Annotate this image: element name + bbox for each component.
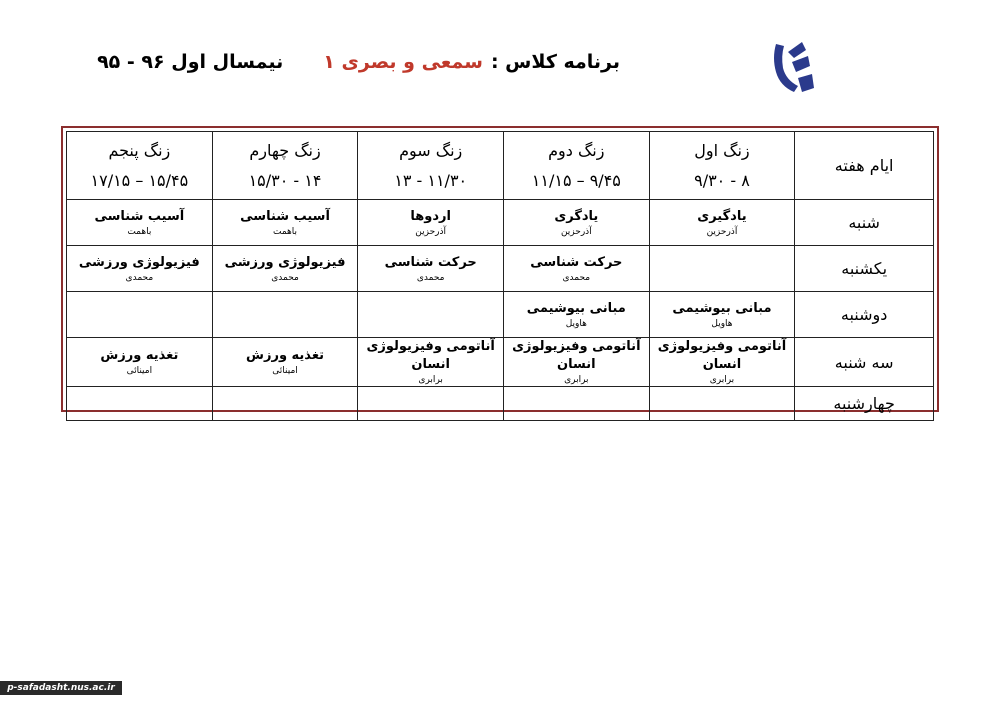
course-name: آسیب شناسی — [240, 208, 330, 224]
schedule-table — [66, 131, 934, 421]
days-header: ایام هفته — [795, 132, 934, 200]
schedule-cell — [358, 338, 504, 387]
teacher-name: محمدی — [416, 272, 445, 283]
schedule-cell — [212, 387, 358, 421]
course-name: تغذیه ورزش — [246, 348, 325, 363]
schedule-cell — [212, 292, 358, 338]
schedule-cell — [358, 292, 504, 338]
bell-1-header — [649, 132, 795, 200]
schedule-cell — [67, 200, 213, 246]
teacher-name: برابری — [564, 375, 589, 385]
schedule-cell — [67, 292, 213, 338]
header-title-prefix: برنامه کلاس : — [490, 51, 620, 73]
bell-name: زنگ سوم — [399, 140, 463, 160]
course-name: فیزیولوژی ورزشی — [78, 254, 200, 270]
teacher-name: باهمت — [127, 226, 152, 237]
schedule-cell — [212, 338, 358, 387]
teacher-name: برابری — [709, 375, 735, 385]
teacher-name: هاویل — [711, 318, 733, 329]
schedule-cell — [212, 200, 358, 246]
day-label: سه شنبه — [795, 338, 934, 387]
schedule-cell — [67, 246, 213, 292]
schedule-cell — [504, 246, 650, 292]
bell-time: ۱۵/۴۵ – ۱۷/۱۵ — [90, 170, 189, 190]
teacher-name: آذرحزین — [706, 226, 738, 237]
schedule-cell — [212, 246, 358, 292]
bell-3-header — [358, 132, 504, 200]
schedule-frame — [61, 126, 939, 412]
schedule-cell — [358, 246, 504, 292]
course-name: آسیب شناسی — [94, 208, 185, 224]
teacher-name: باهمت — [273, 226, 298, 237]
course-name: تغذیه ورزش — [100, 348, 179, 363]
course-name: مبانی بیوشیمی — [526, 300, 626, 316]
schedule-cell — [504, 338, 650, 387]
bell-time: ۱۱/۳۰ - ۱۳ — [394, 170, 468, 190]
course-name: آناتومی وفیزیولوژی انسان — [366, 339, 495, 372]
bell-5-header — [67, 132, 213, 200]
schedule-cell — [649, 387, 795, 421]
schedule-cell — [504, 200, 650, 246]
schedule-cell — [649, 246, 795, 292]
teacher-name: آذرحزین — [415, 226, 447, 237]
course-name: فیزیولوژی ورزشی — [224, 254, 346, 270]
course-name: مبانی بیوشیمی — [672, 300, 772, 316]
teacher-name: محمدی — [562, 272, 591, 283]
site-url-footer[interactable]: p-safadasht.nus.ac.ir — [0, 681, 122, 695]
bell-name: زنگ پنجم — [108, 140, 171, 160]
page-header — [97, 44, 620, 80]
course-name: یادگری — [554, 208, 599, 224]
header-subject: سمعی و بصری ۱ — [323, 51, 483, 73]
teacher-name: آذرحزین — [560, 226, 592, 237]
day-label: چهارشنبه — [795, 387, 934, 421]
course-name: آناتومی وفیزیولوژی انسان — [512, 339, 641, 372]
course-name: حرکت شناسی — [530, 254, 623, 270]
schedule-cell — [649, 338, 795, 387]
schedule-cell — [358, 200, 504, 246]
university-logo-icon — [768, 38, 818, 98]
bell-time: ۹/۴۵ – ۱۱/۱۵ — [531, 170, 621, 190]
bell-4-header — [212, 132, 358, 200]
schedule-cell — [649, 200, 795, 246]
bell-name: زنگ چهارم — [249, 140, 321, 160]
header-semester: نیمسال اول ۹۶ - ۹۵ — [97, 51, 284, 73]
bell-time: ۱۴ - ۱۵/۳۰ — [248, 170, 322, 190]
course-name: حرکت شناسی — [384, 254, 477, 270]
schedule-cell — [504, 292, 650, 338]
day-label: شنبه — [795, 200, 934, 246]
bell-name: زنگ اول — [694, 140, 750, 160]
schedule-cell — [649, 292, 795, 338]
bell-2-header — [504, 132, 650, 200]
course-name: اردوها — [410, 208, 451, 224]
table-row — [67, 292, 934, 338]
schedule-cell — [358, 387, 504, 421]
teacher-name: امینائی — [126, 366, 153, 376]
teacher-name: محمدی — [271, 272, 299, 283]
schedule-cell — [67, 338, 213, 387]
teacher-name: امینائی — [272, 366, 298, 376]
university-logo — [768, 38, 818, 98]
teacher-name: هاویل — [565, 318, 587, 329]
table-row — [67, 246, 934, 292]
course-name: یادگیری — [697, 208, 747, 224]
course-name: آناتومی وفیزیولوژی انسان — [657, 339, 787, 372]
table-row — [67, 338, 934, 387]
schedule-cell — [504, 387, 650, 421]
schedule-cell — [67, 387, 213, 421]
bell-time: ۸ - ۹/۳۰ — [694, 170, 750, 190]
table-row — [67, 200, 934, 246]
teacher-name: محمدی — [125, 272, 154, 283]
bell-name: زنگ دوم — [548, 140, 605, 160]
day-label: دوشنبه — [795, 292, 934, 338]
teacher-name: برابری — [418, 375, 443, 385]
table-row — [67, 387, 934, 421]
header-row — [67, 132, 934, 200]
day-label: یکشنبه — [795, 246, 934, 292]
